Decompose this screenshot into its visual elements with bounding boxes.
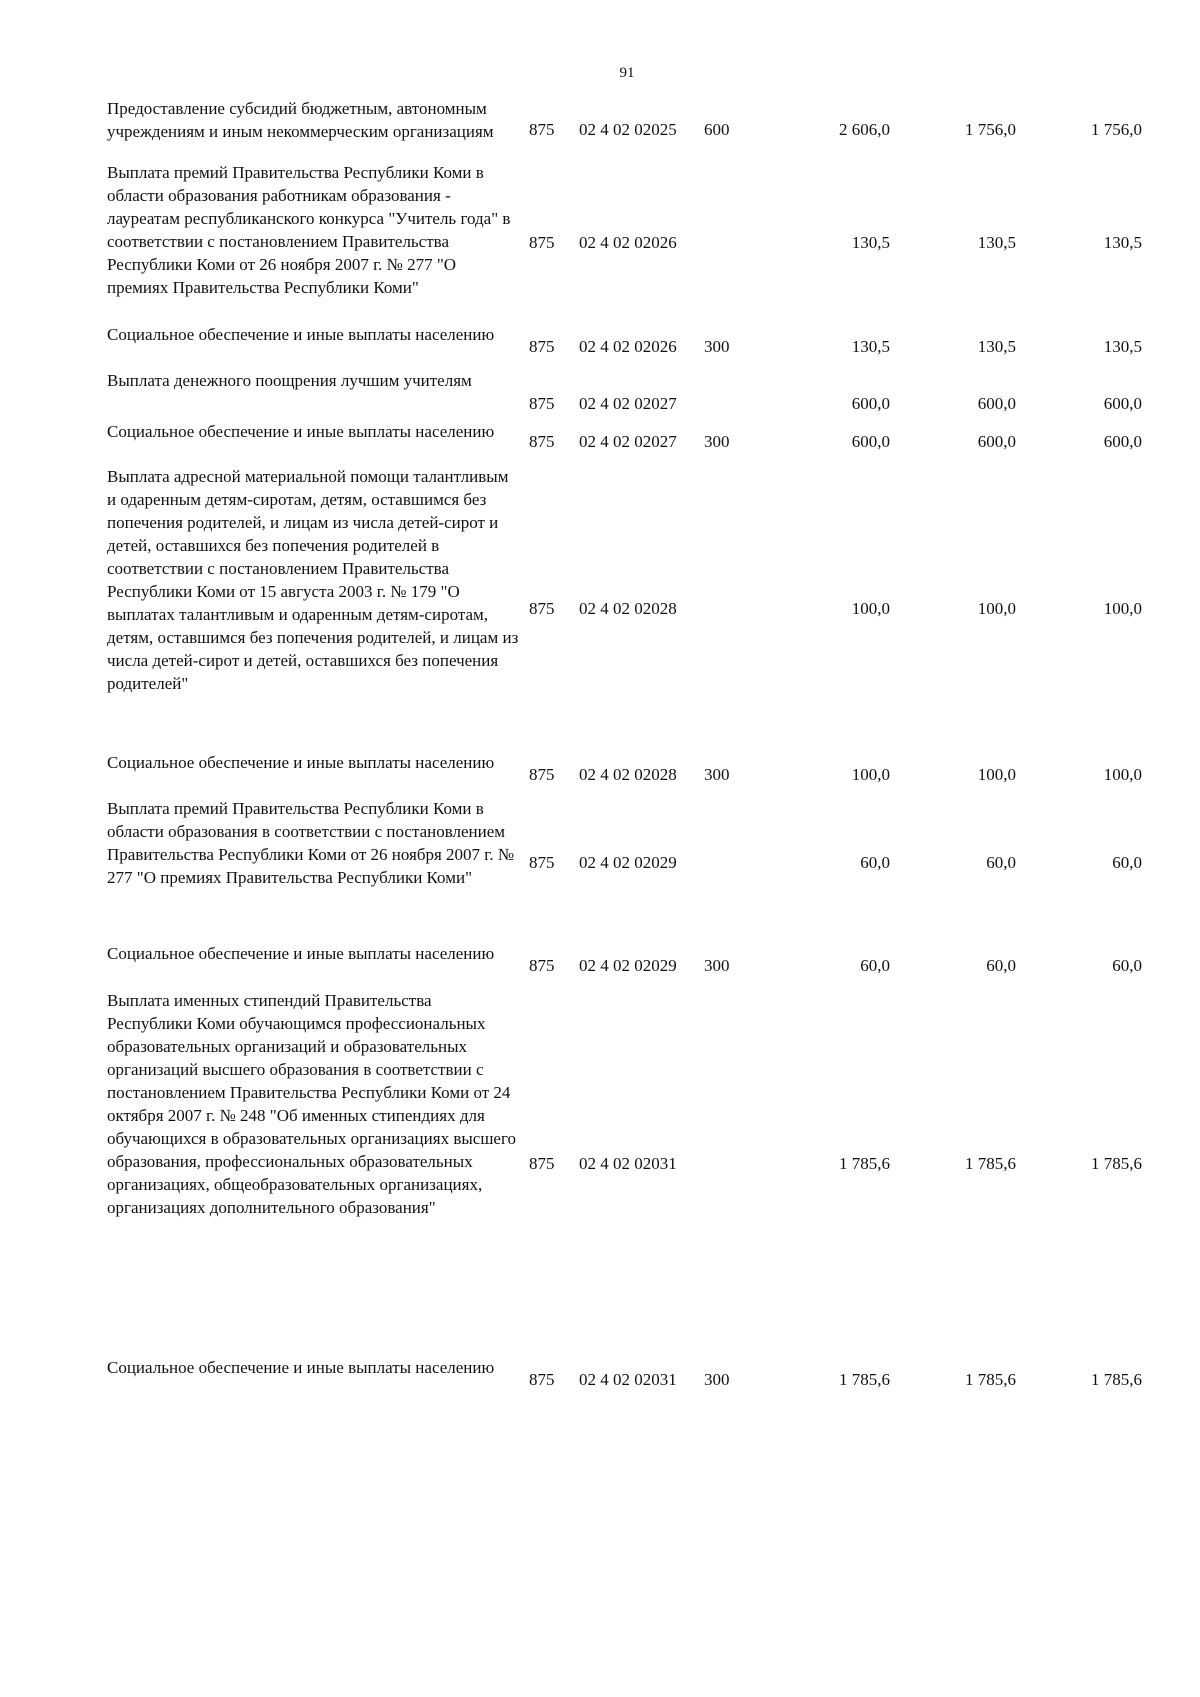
table-row (107, 97, 1142, 161)
row-amount-year-3: 1 785,6 (1091, 1369, 1142, 1389)
row-amount-year-2: 130,5 (977, 232, 1016, 252)
row-amount-year-2: 600,0 (977, 431, 1016, 451)
row-target-code: 02 4 02 02026 (579, 232, 677, 252)
row-amount-year-1: 2 606,0 (839, 119, 890, 139)
row-ministry-code: 875 (529, 336, 555, 356)
row-ministry-code: 875 (529, 431, 555, 451)
row-amount-year-1: 1 785,6 (839, 1154, 890, 1173)
row-amount-year-2: 1 785,6 (965, 1369, 1016, 1389)
row-amount-year-1: 130,5 (851, 232, 890, 252)
row-name: Выплата адресной материальной помощи талантливым и одаренным детям-сиротам, детям, оставшимся без попечения родителей, и лицам из числа детей-сирот и детей, оставшихся без попечения родителей в соответствии с постановлением Правительства Республики Коми от 15 августа 2003 г. № 179 "О выплатах талантливым и одаренным детям-сиротам, детям, оставшимся без попечения родителей, и лицам из числа детей-сирот и детей, оставшихся без попечения родителей" (107, 467, 519, 693)
table-row (107, 942, 1142, 989)
row-expense-type: 300 (704, 956, 730, 975)
row-ministry-code: 875 (529, 598, 555, 618)
table-row (107, 465, 1142, 751)
row-amount-year-2: 1 785,6 (965, 1154, 1016, 1173)
row-expense-type (704, 161, 764, 323)
row-target-code: 02 4 02 02027 (579, 431, 677, 451)
row-name: Предоставление субсидий бюджетным, автономным учреждениям и иным некоммерческим организациям (107, 99, 494, 141)
row-amount-year-3: 100,0 (1103, 764, 1142, 784)
row-ministry-code: 875 (529, 1369, 555, 1389)
row-ministry-code: 875 (529, 394, 555, 413)
table-row (107, 323, 1142, 369)
row-amount-year-2: 600,0 (977, 394, 1016, 413)
row-ministry-code: 875 (529, 1154, 555, 1173)
row-expense-type (704, 369, 764, 417)
budget-table-body (107, 97, 1142, 1402)
row-target-code: 02 4 02 02025 (579, 119, 677, 139)
table-row (107, 1356, 1142, 1402)
row-expense-type (704, 797, 764, 942)
row-name: Социальное обеспечение и иные выплаты населению (107, 1358, 495, 1377)
row-name: Выплата премий Правительства Республики Коми в области образования работникам образования - лауреатам республиканского конкурса "Учитель года" в соответствии с постановлением Правительства Республики Коми от 26 ноября 2007 г. № 277 "О премиях Правительства Республики Коми" (107, 163, 511, 297)
row-amount-year-3: 600,0 (1103, 431, 1142, 451)
row-name: Выплата именных стипендий Правительства Республики Коми обучающимся профессиональных образовательных организаций и образовательных организаций высшего образования в соответствии с постановлением Правительства Республики Коми от 24 октября 2007 г. № 248 "Об именных стипендиях для обучающихся в образовательных организациях высшего образования, профессиональных образовательных организациях, общеобразовательных организациях, организациях дополнительного образования" (107, 991, 517, 1217)
row-amount-year-3: 600,0 (1103, 394, 1142, 413)
row-name: Выплата премий Правительства Республики Коми в области образования в соответствии с постановлением Правительства Республики Коми от 26 ноября 2007 г. № 277 "О премиях Правительства Республики Коми" (107, 799, 515, 887)
table-row (107, 369, 1142, 417)
row-amount-year-2: 60,0 (986, 853, 1016, 872)
row-target-code: 02 4 02 02031 (579, 1369, 677, 1389)
table-row (107, 417, 1142, 465)
row-amount-year-2: 130,5 (977, 336, 1016, 356)
row-ministry-code: 875 (529, 764, 555, 784)
row-expense-type: 600 (704, 119, 730, 139)
row-amount-year-1: 60,0 (860, 956, 890, 975)
row-amount-year-2: 100,0 (977, 764, 1016, 784)
budget-table (107, 97, 1142, 1402)
row-amount-year-2: 1 756,0 (965, 119, 1016, 139)
row-ministry-code: 875 (529, 956, 555, 975)
table-row (107, 161, 1142, 323)
row-amount-year-3: 1 756,0 (1091, 119, 1142, 139)
row-target-code: 02 4 02 02027 (579, 394, 677, 413)
row-ministry-code: 875 (529, 119, 555, 139)
row-amount-year-1: 1 785,6 (839, 1369, 890, 1389)
row-amount-year-1: 100,0 (851, 764, 890, 784)
row-name: Социальное обеспечение и иные выплаты населению (107, 944, 495, 963)
row-expense-type: 300 (704, 1369, 730, 1389)
row-expense-type: 300 (704, 764, 730, 784)
row-amount-year-2: 100,0 (977, 598, 1016, 618)
row-target-code: 02 4 02 02031 (579, 1154, 677, 1173)
row-expense-type: 300 (704, 336, 730, 356)
row-name: Социальное обеспечение и иные выплаты населению (107, 325, 495, 344)
page-number: 91 (619, 65, 635, 81)
row-ministry-code: 875 (529, 232, 555, 252)
row-amount-year-1: 600,0 (851, 431, 890, 451)
row-target-code: 02 4 02 02028 (579, 598, 677, 618)
row-expense-type (704, 989, 764, 1356)
row-name: Социальное обеспечение и иные выплаты населению (107, 422, 495, 441)
row-amount-year-1: 600,0 (851, 394, 890, 413)
row-amount-year-3: 60,0 (1112, 956, 1142, 975)
row-amount-year-3: 130,5 (1103, 336, 1142, 356)
row-expense-type: 300 (704, 431, 730, 451)
row-amount-year-3: 100,0 (1103, 598, 1142, 618)
row-ministry-code: 875 (529, 853, 555, 872)
row-amount-year-2: 60,0 (986, 956, 1016, 975)
row-amount-year-1: 100,0 (851, 598, 890, 618)
row-expense-type (704, 465, 764, 751)
row-target-code: 02 4 02 02029 (579, 853, 677, 872)
row-amount-year-1: 130,5 (851, 336, 890, 356)
row-amount-year-1: 60,0 (860, 853, 890, 872)
table-row (107, 797, 1142, 942)
row-target-code: 02 4 02 02029 (579, 956, 677, 975)
row-target-code: 02 4 02 02026 (579, 336, 677, 356)
row-name: Социальное обеспечение и иные выплаты населению (107, 753, 495, 772)
row-name: Выплата денежного поощрения лучшим учителям (107, 371, 472, 390)
row-amount-year-3: 130,5 (1103, 232, 1142, 252)
row-amount-year-3: 60,0 (1112, 853, 1142, 872)
row-target-code: 02 4 02 02028 (579, 764, 677, 784)
table-row (107, 751, 1142, 797)
table-row (107, 989, 1142, 1356)
row-amount-year-3: 1 785,6 (1091, 1154, 1142, 1173)
